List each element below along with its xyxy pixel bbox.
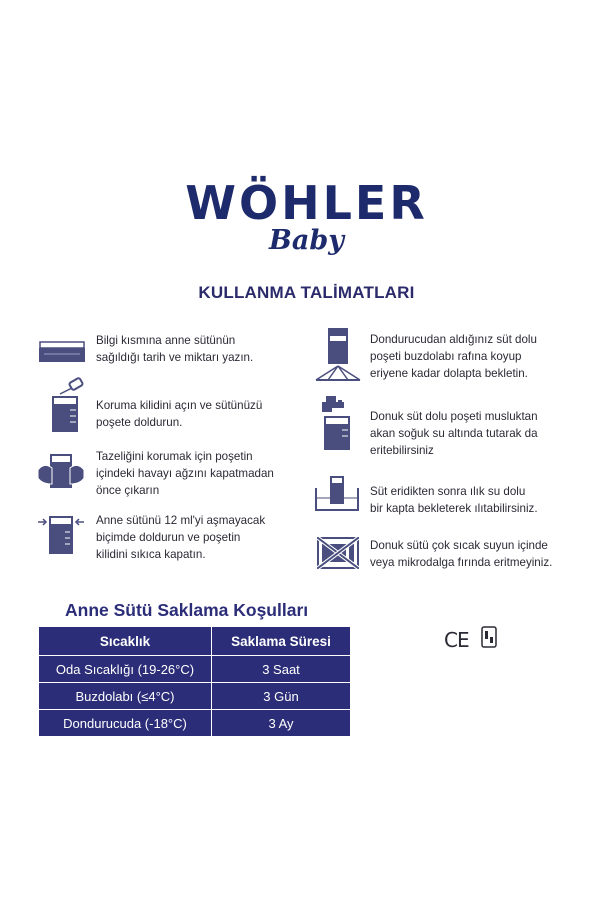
instruction-left-2 — [96, 397, 262, 431]
warm-water-bowl-icon — [312, 474, 362, 514]
table-cell: Oda Sıcaklığı (19-26°C) — [39, 656, 212, 683]
table-cell: 3 Gün — [212, 683, 351, 710]
instructions-heading: KULLANMA TALİMATLARI — [198, 283, 415, 302]
table-row — [39, 656, 351, 683]
instruction-line: Koruma kilidini açın ve sütünüzü — [96, 399, 263, 412]
table-row — [39, 710, 351, 737]
instruction-line: kilidini sıkıca kapatın. — [96, 548, 206, 561]
table-header: Sıcaklık — [39, 627, 212, 656]
instruction-line: biçimde doldurun ve poşetin — [96, 531, 241, 544]
table-cell: 3 Saat — [212, 656, 351, 683]
certification-marks — [444, 626, 497, 653]
squeeze-air-icon — [36, 450, 86, 494]
instruction-line: bir kapta bekleterek ılıtabilirsiniz. — [370, 502, 538, 515]
table-cell: 3 Ay — [212, 710, 351, 737]
table-header: Saklama Süresi — [212, 627, 351, 656]
no-microwave-icon — [316, 536, 360, 572]
instruction-line: Donuk süt dolu poşeti musluktan — [370, 410, 538, 423]
instruction-line: poşeti buzdolabı rafına koyup — [370, 350, 522, 363]
storage-title: Anne Sütü Saklama Koşulları — [65, 600, 309, 620]
instruction-line: akan soğuk su altında tutarak da — [370, 427, 538, 440]
bpa-free-icon — [481, 626, 497, 653]
instruction-line: Tazeliğini korumak için poşetin — [96, 450, 253, 463]
instruction-line: Donuk sütü çok sıcak suyun içinde — [370, 539, 548, 552]
instruction-left-3 — [96, 448, 274, 499]
instruction-line: Dondurucudan aldığınız süt dolu — [370, 333, 537, 346]
table-cell: Buzdolabı (≤4°C) — [39, 683, 212, 710]
instruction-line: önce çıkarın — [96, 484, 160, 497]
brand-logo — [0, 176, 613, 230]
table-cell: Dondurucuda (-18°C) — [39, 710, 212, 737]
instruction-line: eriyene kadar dolapta bekletin. — [370, 367, 528, 380]
instruction-right-2 — [370, 408, 538, 459]
instruction-line: içindeki havayı ağzını kapatmadan — [96, 467, 274, 480]
ce-mark-icon: CE — [444, 627, 469, 652]
table-row — [39, 683, 351, 710]
instruction-line: sağıldığı tarih ve miktarı yazın. — [96, 351, 254, 364]
instruction-right-1 — [370, 331, 537, 382]
storage-table — [38, 626, 351, 737]
open-lock-bag-icon — [46, 376, 88, 436]
instruction-line: poşete doldurun. — [96, 416, 183, 429]
seal-bag-icon — [36, 512, 86, 556]
instruction-left-4 — [96, 512, 265, 563]
brand-subtitle: Baby — [269, 225, 344, 256]
instruction-line: Bilgi kısmına anne sütünün — [96, 334, 236, 347]
instruction-line: Süt eridikten sonra ılık su dolu — [370, 485, 526, 498]
tap-water-icon — [318, 394, 358, 454]
instruction-left-1 — [96, 332, 253, 366]
instruction-line: veya mikrodalga fırında eritmeyiniz. — [370, 556, 553, 569]
instruction-line: Anne sütünü 12 ml'yi aşmayacak — [96, 514, 266, 527]
instruction-right-3 — [370, 483, 538, 517]
instruction-line: eritebilirsiniz — [370, 444, 434, 457]
instruction-right-4 — [370, 537, 552, 571]
table-header-row — [39, 627, 351, 656]
fridge-thaw-icon — [312, 326, 364, 382]
labeling-bag-icon — [38, 338, 86, 366]
brand-name: WÖHLER — [185, 176, 428, 230]
